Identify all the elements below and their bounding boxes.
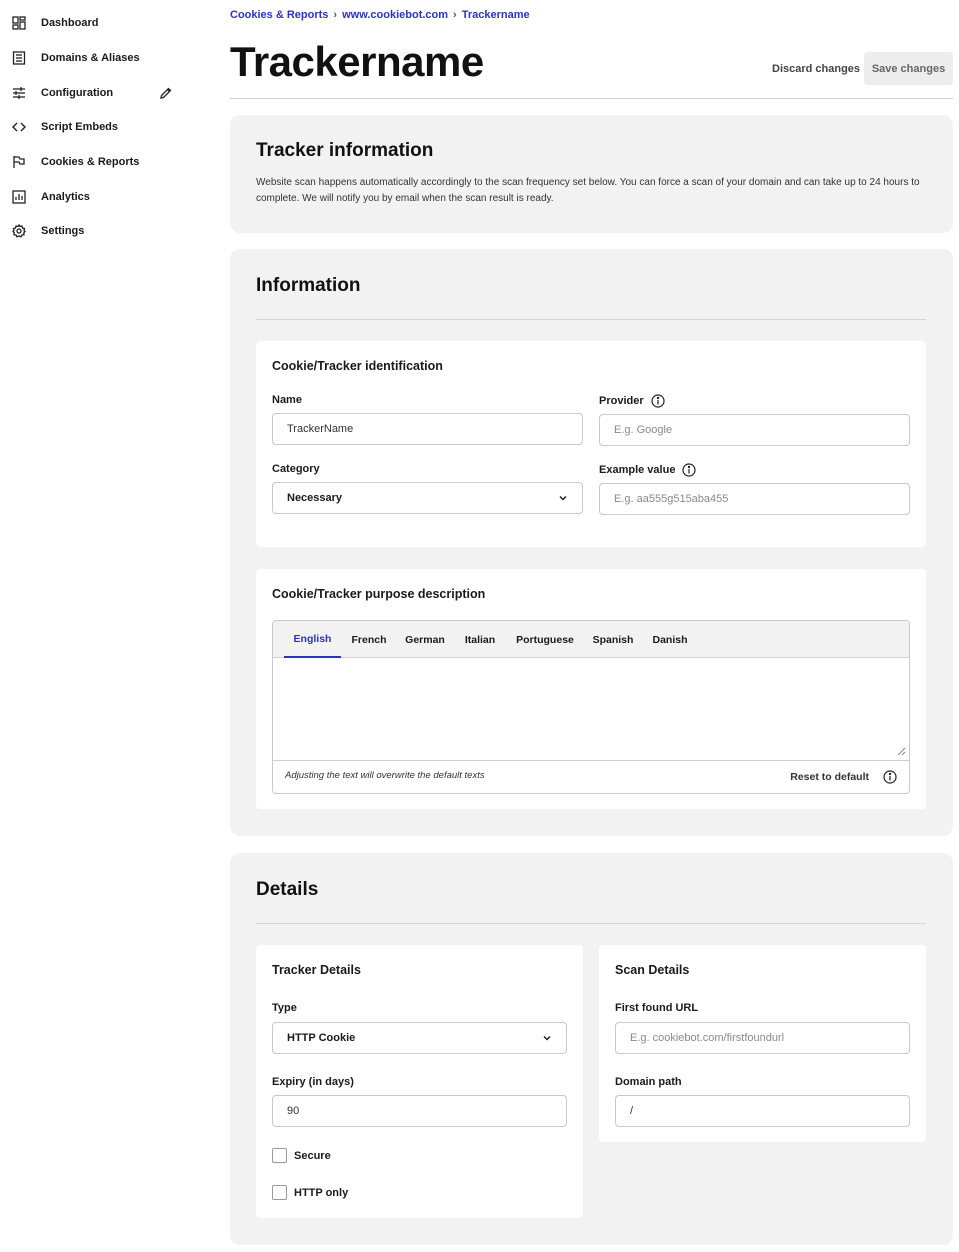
tab-danish[interactable]: Danish xyxy=(652,633,688,646)
card-title: Cookie/Tracker identification xyxy=(272,359,443,373)
tracker-information-description: Website scan happens automatically accordingly to the scan frequency set below. You can force a scan of your domain and can take up to 24 hours to complete. We will notify you by email when the scan result is ready. xyxy=(256,177,920,204)
sidebar-item-label: Configuration xyxy=(41,87,114,99)
tab-french[interactable]: French xyxy=(351,633,387,646)
sidebar-item-label: Dashboard xyxy=(41,17,99,29)
purpose-description-card xyxy=(256,569,926,809)
domain-path-input[interactable]: / xyxy=(615,1095,910,1127)
breadcrumb-item[interactable]: Cookies & Reports xyxy=(230,9,329,21)
chevron-right-icon: › xyxy=(333,9,338,21)
chevron-down-icon xyxy=(558,493,568,503)
chevron-right-icon: › xyxy=(453,9,457,21)
sidebar-item-label: Settings xyxy=(41,225,85,237)
sidebar-item-label: Cookies & Reports xyxy=(41,156,140,168)
save-changes-button[interactable]: Save changes xyxy=(864,52,953,85)
card-title: Cookie/Tracker purpose description xyxy=(272,587,486,601)
sidebar-item-script-embeds[interactable] xyxy=(12,115,182,139)
gear-icon xyxy=(12,224,26,238)
sidebar-item-label: Script Embeds xyxy=(41,121,119,133)
label-text: Provider xyxy=(599,395,644,407)
domain-path-label xyxy=(615,1076,682,1088)
purpose-description-textarea[interactable] xyxy=(273,658,909,761)
type-select[interactable] xyxy=(272,1022,567,1054)
code-icon xyxy=(12,120,26,134)
label-text: Type xyxy=(272,1002,297,1014)
category-label xyxy=(272,463,320,475)
checkbox-label: Secure xyxy=(294,1149,331,1162)
label-text: Example value xyxy=(599,464,676,476)
divider xyxy=(230,98,953,99)
divider xyxy=(256,319,926,320)
card-title: Tracker Details xyxy=(272,963,361,977)
tab-english[interactable]: English xyxy=(284,621,341,658)
divider xyxy=(256,923,926,924)
language-tabs xyxy=(273,621,909,658)
label-text: Domain path xyxy=(615,1076,682,1088)
select-value: Necessary xyxy=(287,492,343,504)
sidebar-item-cookies-reports[interactable] xyxy=(12,150,182,174)
sidebar-item-label: Analytics xyxy=(41,191,90,203)
section-title: Details xyxy=(256,879,319,900)
card-title: Scan Details xyxy=(615,963,690,977)
provider-input[interactable]: E.g. Google xyxy=(599,414,910,446)
section-title: Tracker information xyxy=(256,140,434,161)
tab-spanish[interactable]: Spanish xyxy=(592,633,634,646)
info-icon[interactable] xyxy=(883,770,897,784)
label-text: First found URL xyxy=(615,1002,699,1014)
httponly-checkbox[interactable] xyxy=(272,1185,287,1200)
breadcrumb-item-current[interactable]: Trackername xyxy=(461,9,530,21)
sliders-icon xyxy=(12,86,26,100)
tracker-information-panel xyxy=(230,115,953,233)
secure-checkbox[interactable] xyxy=(272,1148,287,1163)
label-text: Name xyxy=(272,394,302,406)
tracker-details-card xyxy=(256,945,583,1218)
info-icon[interactable] xyxy=(651,394,665,408)
bar-chart-icon xyxy=(12,190,26,204)
identification-card xyxy=(256,341,926,547)
breadcrumb-item[interactable]: www.cookiebot.com xyxy=(342,9,449,21)
name-label xyxy=(272,394,302,406)
resize-handle-icon[interactable] xyxy=(897,747,906,756)
category-select[interactable] xyxy=(272,482,583,514)
example-value-label xyxy=(599,463,696,477)
checkbox-label: HTTP only xyxy=(294,1186,349,1199)
sidebar-item-settings[interactable] xyxy=(12,219,182,243)
discard-changes-button[interactable]: Discard changes xyxy=(762,56,870,82)
page-title: Trackername xyxy=(230,38,484,85)
expiry-input[interactable]: 90 xyxy=(272,1095,567,1127)
purpose-editor xyxy=(272,620,910,794)
flag-icon xyxy=(12,155,26,169)
name-input[interactable]: TrackerName xyxy=(272,413,583,445)
chevron-down-icon xyxy=(542,1033,552,1043)
details-panel xyxy=(230,853,953,1245)
select-value: HTTP Cookie xyxy=(287,1032,356,1044)
sidebar-item-analytics[interactable] xyxy=(12,185,182,209)
breadcrumb xyxy=(230,9,530,21)
label-text: Category xyxy=(272,463,320,475)
httponly-checkbox-row[interactable] xyxy=(272,1185,348,1200)
secure-checkbox-row[interactable] xyxy=(272,1148,331,1163)
list-icon xyxy=(12,51,26,65)
sidebar-item-configuration[interactable] xyxy=(12,81,182,105)
expiry-label xyxy=(272,1076,354,1088)
dashboard-icon xyxy=(12,16,26,30)
scan-details-card xyxy=(599,945,926,1142)
overwrite-note: Adjusting the text will overwrite the default texts xyxy=(285,770,485,781)
info-icon[interactable] xyxy=(682,463,696,477)
sidebar-item-dashboard[interactable] xyxy=(12,11,182,35)
pencil-icon[interactable] xyxy=(159,86,173,100)
tab-portuguese[interactable]: Portuguese xyxy=(516,633,574,646)
section-title: Information xyxy=(256,275,361,296)
tab-italian[interactable]: Italian xyxy=(464,633,496,646)
type-label xyxy=(272,1002,297,1014)
reset-to-default-button[interactable]: Reset to default xyxy=(790,771,869,783)
example-value-input[interactable]: E.g. aa555g515aba455 xyxy=(599,483,910,515)
sidebar-item-domains[interactable] xyxy=(12,46,182,70)
provider-label xyxy=(599,394,665,408)
tab-german[interactable]: German xyxy=(405,633,445,646)
first-found-url-input[interactable]: E.g. cookiebot.com/firstfoundurl xyxy=(615,1022,910,1054)
first-found-url-label xyxy=(615,1002,698,1014)
sidebar-item-label: Domains & Aliases xyxy=(41,52,140,64)
information-panel xyxy=(230,249,953,836)
label-text: Expiry (in days) xyxy=(272,1076,354,1088)
